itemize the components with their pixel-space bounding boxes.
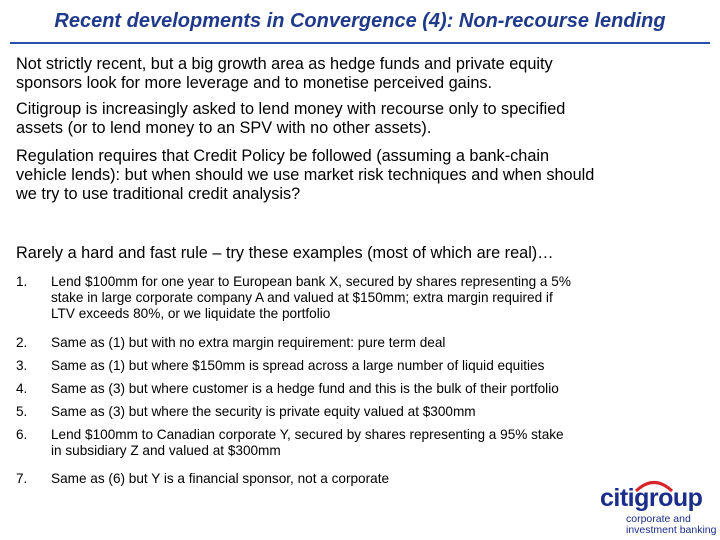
example-number: 1. bbox=[16, 274, 28, 289]
citigroup-logo bbox=[596, 484, 716, 536]
example-line: Same as (3) but where the security is private equity valued at $300mm bbox=[51, 404, 476, 419]
example-text bbox=[51, 335, 716, 351]
paragraph-line: assets (or to lend money to an SPV with no other assets). bbox=[16, 119, 432, 137]
example-number: 7. bbox=[16, 471, 28, 486]
example-text bbox=[51, 358, 716, 374]
logo-tagline bbox=[626, 514, 716, 536]
example-line: in subsidiary Z and valued at $300mm bbox=[51, 443, 281, 458]
paragraph-line: Citigroup is increasingly asked to lend money with recourse only to specified bbox=[16, 100, 566, 118]
paragraph-line: sponsors look for more leverage and to monetise perceived gains. bbox=[16, 74, 493, 92]
example-number: 5. bbox=[16, 404, 28, 419]
example-line: stake in large corporate company A and valued at $150mm; extra margin required if bbox=[51, 290, 553, 305]
slide-title: Recent developments in Convergence (4): Non-recourse lending bbox=[54, 10, 666, 32]
example-line: LTV exceeds 80%, or we liquidate the portfolio bbox=[51, 306, 331, 321]
example-line: Same as (6) but Y is a financial sponsor, not a corporate bbox=[51, 471, 390, 486]
logo-tagline-line: corporate and bbox=[626, 513, 691, 525]
example-line: Lend $100mm for one year to European bank X, secured by shares representing a 5% bbox=[51, 274, 571, 289]
examples-intro: Rarely a hard and fast rule – try these examples (most of which are real)… bbox=[16, 244, 554, 262]
logo-tagline-line: investment banking bbox=[626, 524, 717, 536]
paragraph-line: we try to use traditional credit analysis? bbox=[16, 185, 301, 203]
example-text bbox=[51, 274, 716, 322]
paragraph-citigroup bbox=[16, 100, 716, 138]
example-line: Same as (1) but where $150mm is spread across a large number of liquid equities bbox=[51, 358, 545, 373]
example-number: 4. bbox=[16, 381, 28, 396]
title-divider bbox=[10, 42, 710, 44]
paragraph-line: Regulation requires that Credit Policy be followed (assuming a bank-chain bbox=[16, 147, 550, 165]
paragraph-growth bbox=[16, 55, 716, 93]
paragraph-regulation bbox=[16, 147, 716, 204]
example-number: 2. bbox=[16, 335, 28, 350]
logo-wordmark: citigroup bbox=[600, 484, 703, 512]
example-number: 3. bbox=[16, 358, 28, 373]
example-line: Same as (3) but where customer is a hedge fund and this is the bulk of their portfolio bbox=[51, 381, 559, 396]
example-text bbox=[51, 404, 716, 420]
example-text bbox=[51, 427, 716, 459]
example-line: Lend $100mm to Canadian corporate Y, secured by shares representing a 95% stake bbox=[51, 427, 564, 442]
paragraph-line: Not strictly recent, but a big growth area as hedge funds and private equity bbox=[16, 55, 553, 73]
example-line: Same as (1) but with no extra margin requirement: pure term deal bbox=[51, 335, 446, 350]
paragraph-line: vehicle lends): but when should we use market risk techniques and when should bbox=[16, 166, 595, 184]
example-number: 6. bbox=[16, 427, 28, 442]
example-text bbox=[51, 381, 716, 397]
